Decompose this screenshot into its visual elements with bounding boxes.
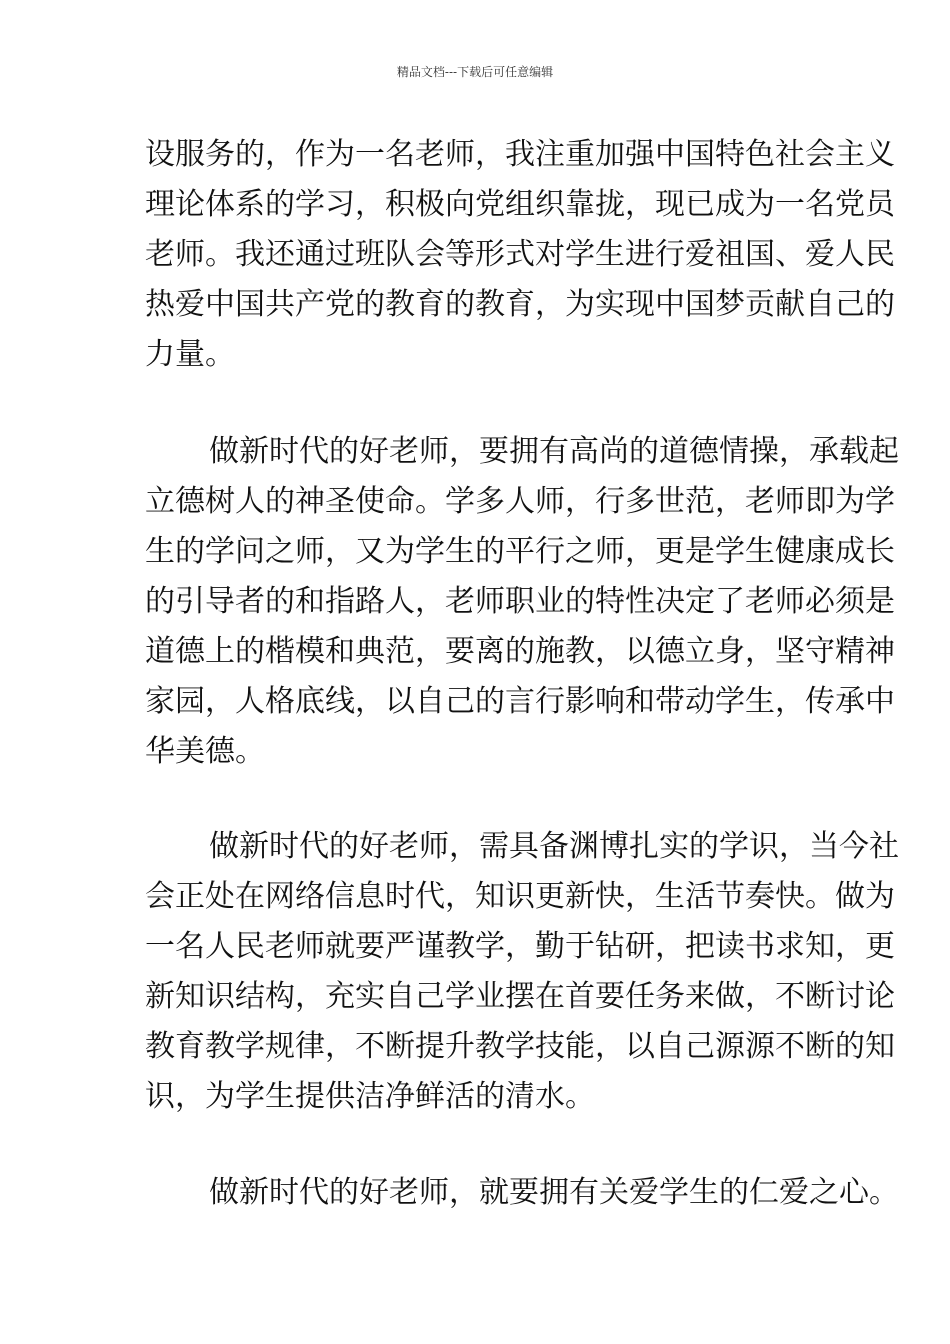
text-line: 一名人民老师就要严谨教学，勤于钻研，把读书求知，更 — [145, 929, 895, 964]
text-line: 生的学问之师，又为学生的平行之师，更是学生健康成长 — [145, 534, 895, 569]
text-line: 道德上的楷模和典范，要离的施教，以德立身，坚守精神 — [145, 634, 895, 669]
paragraph-3 — [145, 822, 899, 1122]
text-line: 设服务的，作为一名老师，我注重加强中国特色社会主义 — [145, 137, 895, 172]
page-header: 精品文档---下载后可任意编辑 — [396, 65, 554, 79]
text-line: 的引导者的和指路人，老师职业的特性决定了老师必须是 — [145, 584, 895, 619]
text-line: 做新时代的好老师，要拥有高尚的道德情操，承载起 — [209, 434, 899, 469]
text-line: 识，为学生提供洁净鲜活的清水。 — [145, 1079, 595, 1114]
paragraph-1 — [145, 130, 895, 380]
text-line: 教育教学规律，不断提升教学技能，以自己源源不断的知 — [145, 1029, 895, 1064]
text-line: 华美德。 — [145, 734, 265, 769]
text-line: 做新时代的好老师，需具备渊博扎实的学识，当今社 — [209, 829, 899, 864]
text-line: 力量。 — [145, 337, 235, 372]
text-line: 会正处在网络信息时代，知识更新快，生活节奏快。做为 — [145, 879, 895, 914]
text-line: 新知识结构，充实自己学业摆在首要任务来做，不断讨论 — [145, 979, 895, 1014]
text-line: 理论体系的学习，积极向党组织靠拢，现已成为一名党员 — [145, 187, 895, 222]
text-line: 立德树人的神圣使命。学多人师，行多世范，老师即为学 — [145, 484, 895, 519]
paragraph-2 — [145, 427, 899, 777]
text-line: 做新时代的好老师，就要拥有关爱学生的仁爱之心。 — [209, 1175, 899, 1210]
text-line: 家园，人格底线，以自己的言行影响和带动学生，传承中 — [145, 684, 895, 719]
text-line: 老师。我还通过班队会等形式对学生进行爱祖国、爱人民 — [145, 237, 895, 272]
text-line: 热爱中国共产党的教育的教育，为实现中国梦贡献自己的 — [145, 287, 895, 322]
paragraph-4 — [145, 1168, 899, 1218]
